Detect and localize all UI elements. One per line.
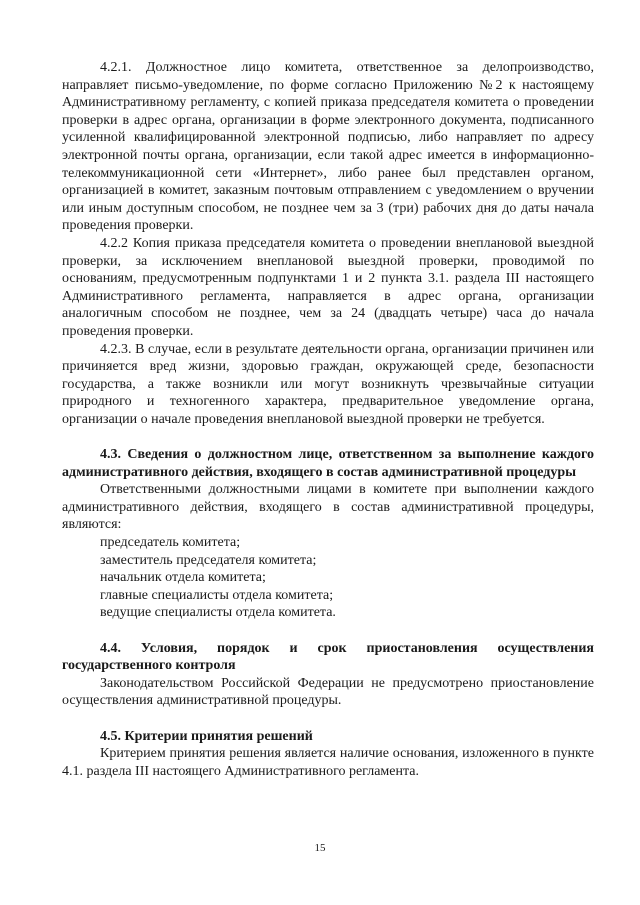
- list-item: начальник отдела комитета;: [100, 570, 266, 586]
- paragraph-4-2-1: 4.2.1. Должностное лицо комитета, ответственное за делопроизводство, направляет письмо-уведомление, по форме согласно Приложению №2 к настоящему Административному регламенту, с копией приказа председателя комитета о проведении проверки в адрес органа, организации в форме электронного документа, подписанного усиленной квалифицированной электронной подписью, либо направляет по адресу электронной почты органа, организации, если такой адрес имеется в информационно-телекоммуникационной сети «Интернет», либо ранее был представлен органом, организацией в комитет, заказным почтовым отправлением с уведомлением о вручении или иным доступным способом, не позднее чем за 3 (три) рабочих дня до даты начала проведения проверки.: [62, 60, 594, 234]
- paragraph-4-3-intro: Ответственными должностными лицами в комитете при выполнении каждого административного действия, входящего в состав административной процедуры, являются:: [62, 482, 594, 533]
- heading-4-5: 4.5. Критерии принятия решений: [100, 728, 313, 744]
- page-number: 15: [314, 842, 326, 854]
- page-body: [62, 59, 594, 780]
- paragraph-4-2-3: 4.2.3. В случае, если в результате деятельности органа, организации причинен или причиняется вред жизни, здоровью граждан, окружающей среде, безопасности государства, а также возникли или могут возникнуть чрезвычайные ситуации природного и техногенного характера, предварительное уведомление органа, организации о начале проведения внеплановой выездной проверки не требуется.: [62, 341, 594, 427]
- list-item: ведущие специалисты отдела комитета.: [100, 605, 336, 621]
- heading-4-3: 4.3. Сведения о должностном лице, ответственном за выполнение каждого административного действия, входящего в состав административной процедуры: [62, 447, 594, 480]
- paragraph-4-5: Критерием принятия решения является наличие основания, изложенного в пункте 4.1. раздела III настоящего Административного регламента.: [62, 746, 594, 779]
- list-item: главные специалисты отдела комитета;: [100, 587, 334, 603]
- list-item: председатель комитета;: [100, 535, 241, 551]
- paragraph-4-4: Законодательством Российской Федерации не предусмотрено приостановление осуществления административной процедуры.: [62, 675, 594, 709]
- list-item: заместитель председателя комитета;: [100, 552, 317, 568]
- paragraph-4-2-2: 4.2.2 Копия приказа председателя комитета о проведении внеплановой выездной проверки, за исключением внеплановой выездной проверки, проводимой по основаниям, предусмотренным подпунктами 1 и 2 пункта 3.1. раздела III настоящего Административного регламента, направляется в адрес органа, организации аналогичным способом не позднее, чем за 24 (двадцать четыре) часа до начала проведения проверки.: [62, 235, 594, 339]
- heading-4-4: 4.4. Условия, порядок и срок приостановления осуществления государственного контроля: [62, 640, 594, 674]
